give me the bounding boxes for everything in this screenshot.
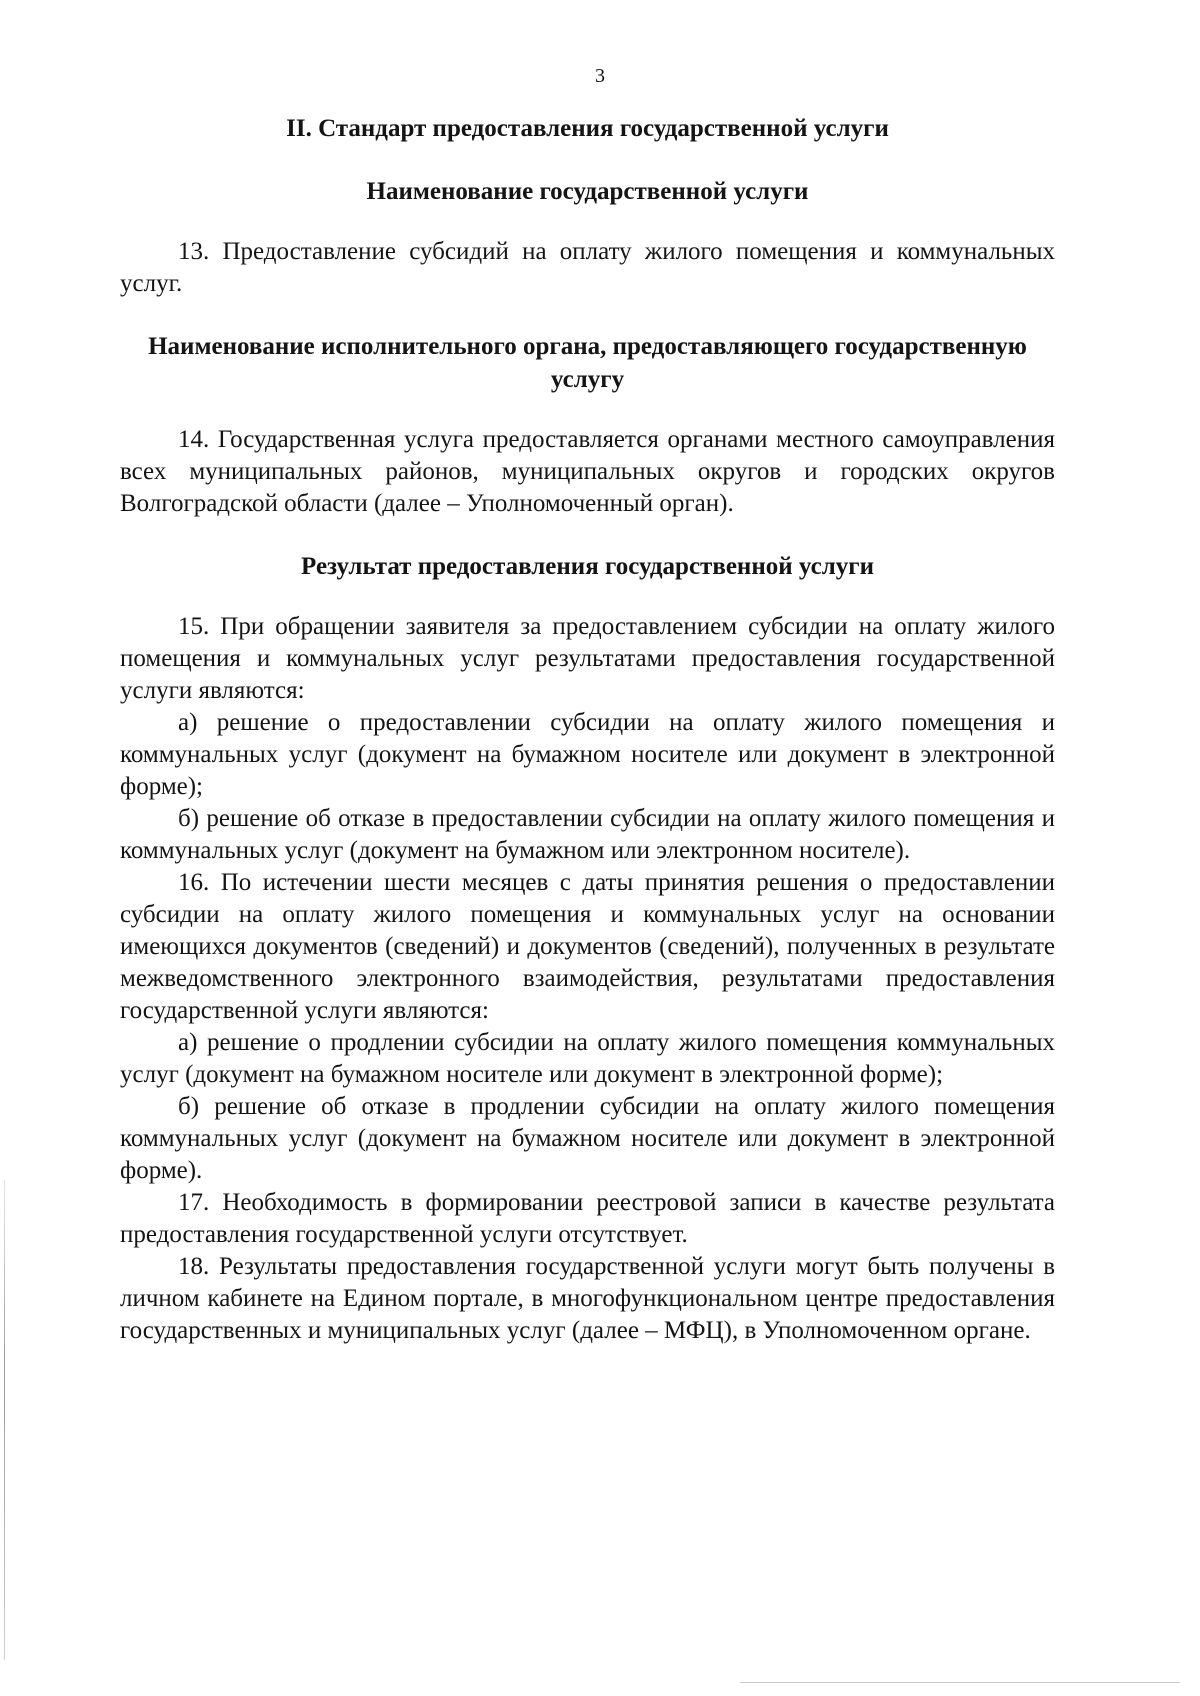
heading-executive-body: Наименование исполнительного органа, предоставляющего государственную услугу xyxy=(148,333,1027,393)
paragraph-15: 15. При обращении заявителя за предоставлением субсидии на оплату жилого помещения и коммунальных услуг результатами предоставления государственной услуги являются: xyxy=(120,613,1055,704)
paragraph-17: 17. Необходимость в формировании реестровой записи в качестве результата предоставления государственной услуги отсутствует. xyxy=(120,1189,1055,1248)
paragraph-16-b: б) решение об отказе в продлении субсидии на оплату жилого помещения коммунальных услуг (документ на бумажном носителе или документ в электронной форме). xyxy=(120,1093,1055,1184)
heading-result: Результат предоставления государственной услуги xyxy=(301,553,874,580)
paragraph-15-b: б) решение об отказе в предоставлении субсидии на оплату жилого помещения и коммунальных услуг (документ на бумажном или электронном носителе). xyxy=(120,805,1055,864)
paragraph-16: 16. По истечении шести месяцев с даты принятия решения о предоставлении субсидии на оплату жилого помещения и коммунальных услуг на основании имеющихся документов (сведений) и документов (сведений), полученных в результате межведомственного электронного взаимодействия, результатами предоставления государственной услуги являются: xyxy=(120,869,1055,1024)
paragraph-14: 14. Государственная услуга предоставляется органами местного самоуправления всех муниципальных районов, муниципальных округов и городских округов Волгоградской области (далее – Уполномоченный орган). xyxy=(120,426,1055,517)
heading-service-name: Наименование государственной услуги xyxy=(366,178,809,205)
paragraph-18: 18. Результаты предоставления государственной услуги могут быть получены в личном кабинете на Едином портале, в многофункциональном центре предоставления государственных и муниципальных услуг (далее – МФЦ), в Уполномоченном органе. xyxy=(120,1253,1055,1344)
document-body xyxy=(120,112,1055,1347)
paragraph-16-a: а) решение о продлении субсидии на оплату жилого помещения коммунальных услуг (документ на бумажном носителе или документ в электронной форме); xyxy=(120,1029,1055,1088)
paragraph-15-a: а) решение о предоставлении субсидии на оплату жилого помещения и коммунальных услуг (документ на бумажном носителе или документ в электронной форме); xyxy=(120,709,1055,800)
scan-bottom-line xyxy=(740,1682,1180,1683)
section-title: II. Стандарт предоставления государственной услуги xyxy=(286,115,889,142)
scan-edge-line xyxy=(4,1180,5,1660)
paragraph-13: 13. Предоставление субсидий на оплату жилого помещения и коммунальных услуг. xyxy=(120,238,1055,297)
page-number: 3 xyxy=(595,65,605,87)
